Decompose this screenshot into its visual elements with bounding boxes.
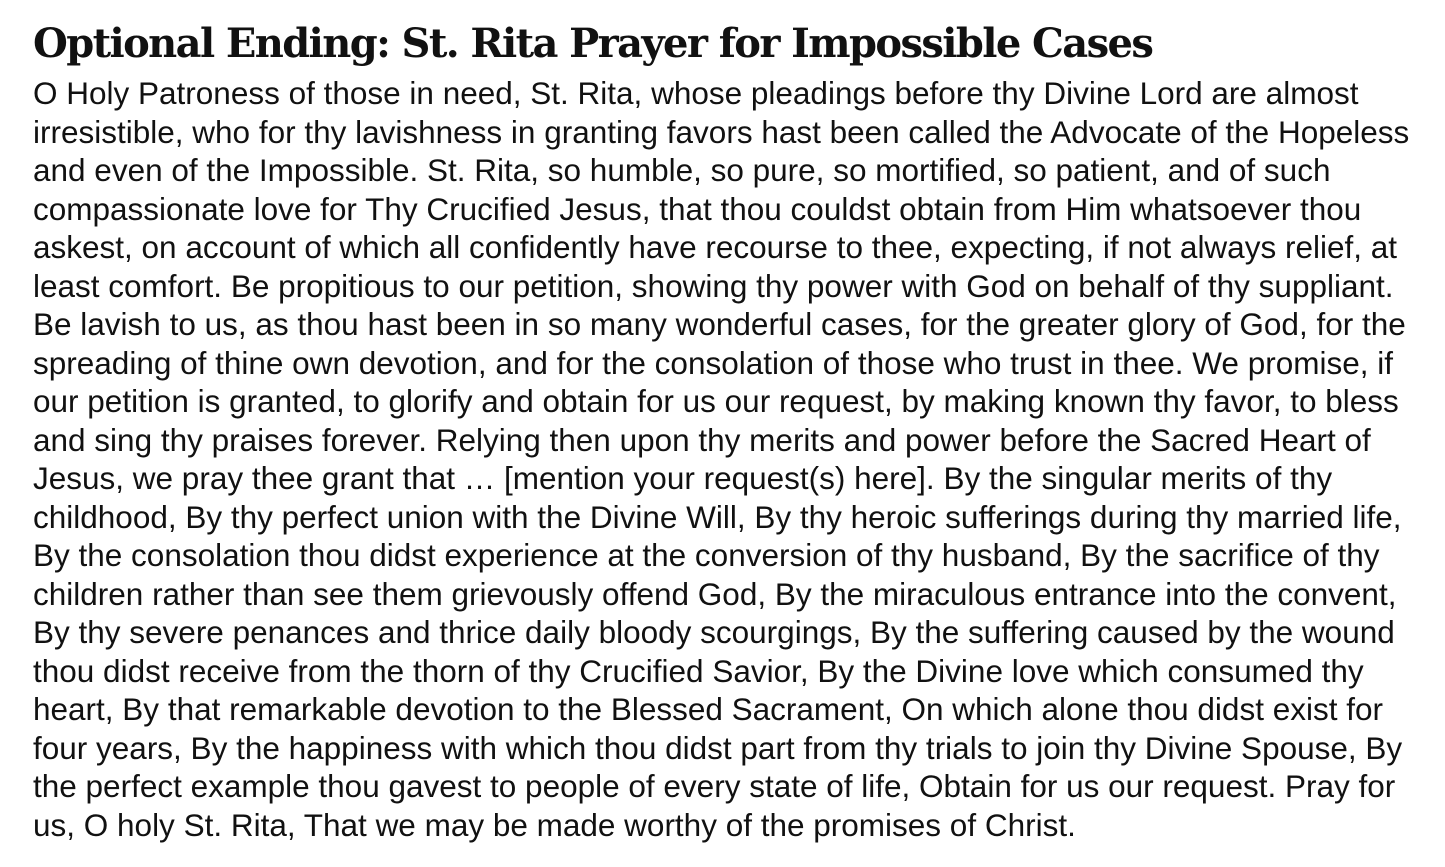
prayer-text bbox=[33, 74, 1418, 844]
page-title: Optional Ending: St. Rita Prayer for Impossible Cases bbox=[33, 20, 1153, 67]
prayer-line: children rather than see them grievously offend God, By the miraculous entrance into the convent, bbox=[33, 575, 1397, 612]
prayer-line: O Holy Patroness of those in need, St. Rita, whose pleadings before thy Divine Lord are almost bbox=[33, 75, 1359, 111]
prayer-line: heart, By that remarkable devotion to the Blessed Sacrament, On which alone thou didst exist for bbox=[33, 691, 1383, 727]
prayer-line: and sing thy praises forever. Relying then upon thy merits and power before the Sacred Heart of bbox=[33, 421, 1371, 458]
prayer-line: Jesus, we pray thee grant that … [mention your request(s) here]. By the singular merits of thy bbox=[33, 460, 1333, 496]
document-page bbox=[33, 14, 1418, 844]
prayer-line: the perfect example thou gavest to people of every state of life, Obtain for us our request. Pray for bbox=[33, 768, 1396, 804]
prayer-line: spreading of thine own devotion, and for the consolation of those who trust in thee. We promise, if bbox=[33, 344, 1393, 381]
prayer-line: By the consolation thou didst experience at the conversion of thy husband, By the sacrifice of thy bbox=[33, 537, 1380, 573]
prayer-line: and even of the Impossible. St. Rita, so humble, so pure, so mortified, so patient, and of such bbox=[33, 152, 1331, 188]
prayer-line: compassionate love for Thy Crucified Jesus, that thou couldst obtain from Him whatsoever thou bbox=[33, 190, 1362, 227]
prayer-line: childhood, By thy perfect union with the Divine Will, By thy heroic sufferings during thy married life, bbox=[33, 498, 1402, 535]
prayer-line: irresistible, who for thy lavishness in granting favors hast been called the Advocate of the Hopeless bbox=[33, 113, 1410, 150]
prayer-line: four years, By the happiness with which thou didst part from thy trials to join thy Divine Spouse, By bbox=[33, 729, 1403, 766]
prayer-line: us, O holy St. Rita, That we may be made worthy of the promises of Christ. bbox=[33, 806, 1076, 843]
prayer-line: our petition is granted, to glorify and obtain for us our request, by making known thy favor, to bless bbox=[33, 383, 1399, 419]
prayer-line: least comfort. Be propitious to our petition, showing thy power with God on behalf of thy suppliant. bbox=[33, 267, 1394, 304]
prayer-line: Be lavish to us, as thou hast been in so many wonderful cases, for the greater glory of God, for the bbox=[33, 306, 1406, 342]
prayer-line: By thy severe penances and thrice daily bloody scourgings, By the suffering caused by the wound bbox=[33, 614, 1395, 650]
prayer-line: thou didst receive from the thorn of thy Crucified Savior, By the Divine love which consumed thy bbox=[33, 652, 1364, 689]
prayer-line: askest, on account of which all confidently have recourse to thee, expecting, if not always relief, at bbox=[33, 229, 1398, 265]
